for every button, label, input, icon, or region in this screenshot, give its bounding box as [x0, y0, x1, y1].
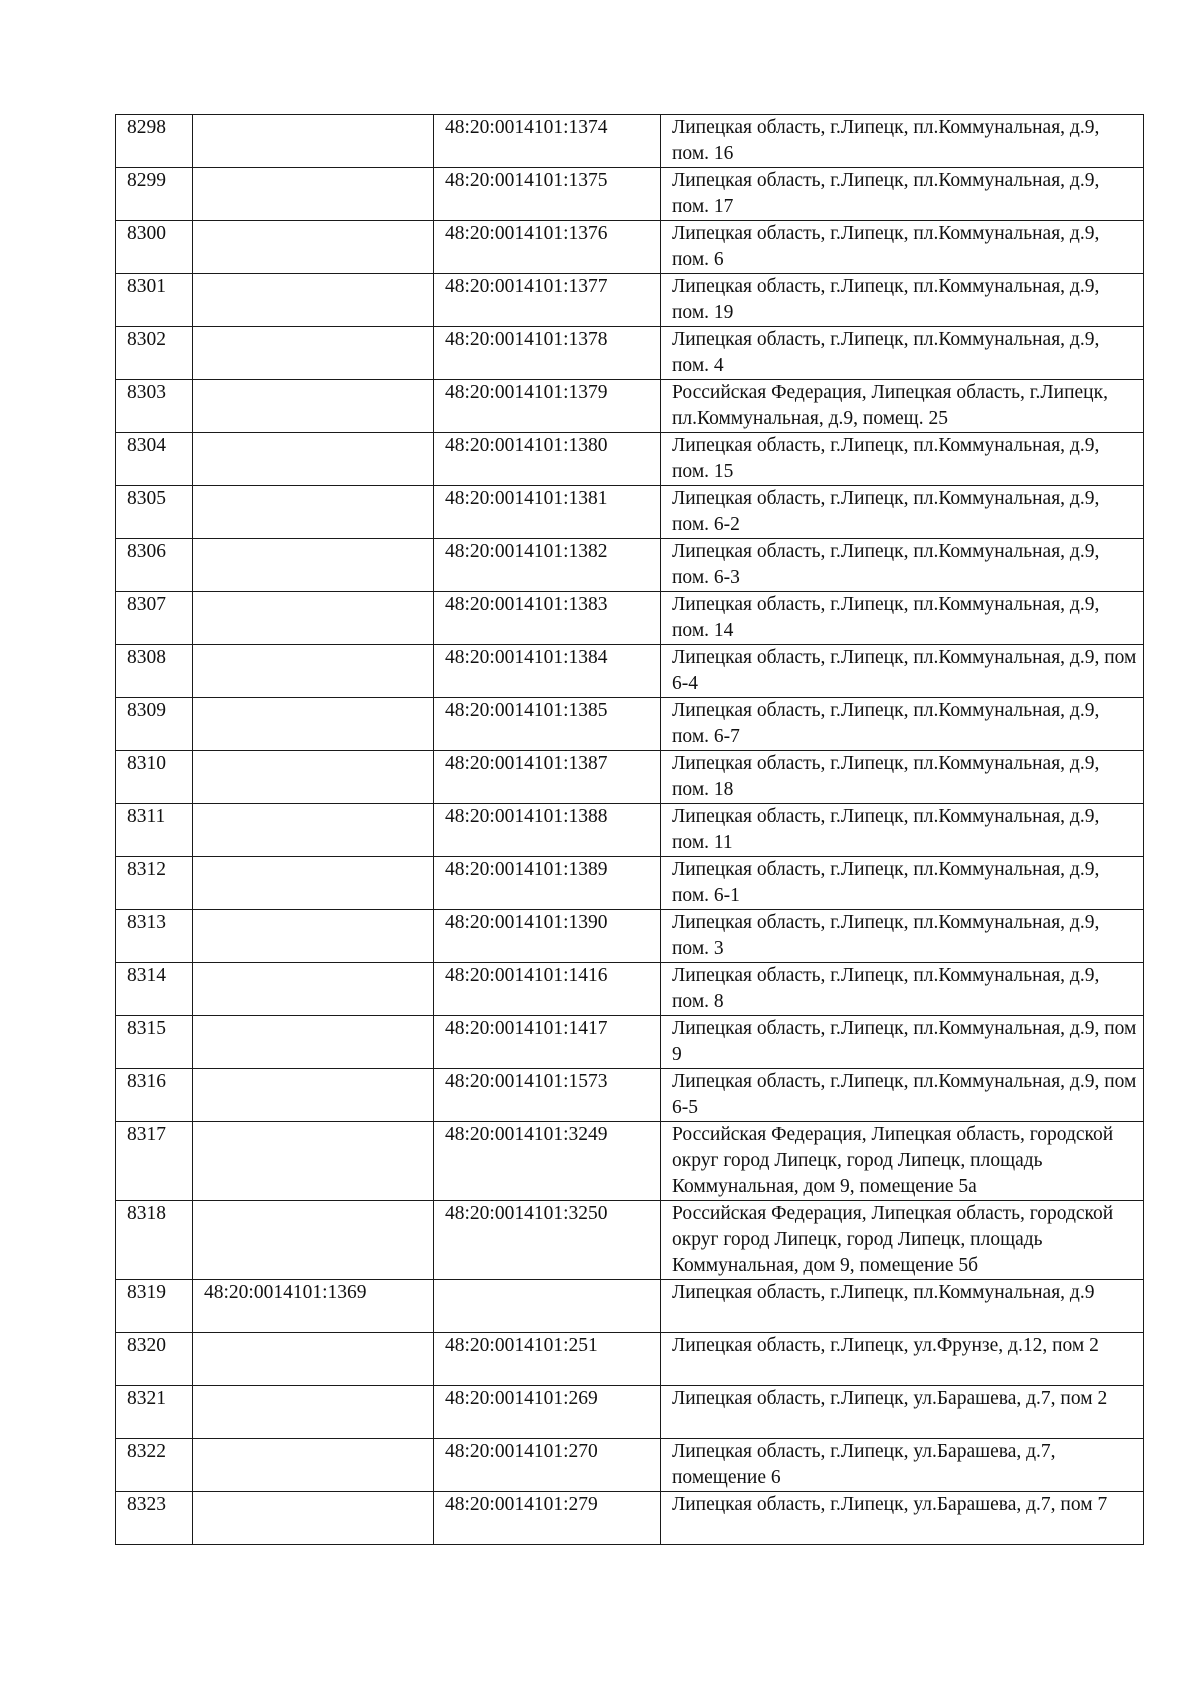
- parent-cadastral-number-cell: [193, 751, 434, 804]
- parent-cadastral-number-cell: [193, 1333, 434, 1386]
- cadastral-number-cell: 48:20:0014101:1375: [434, 168, 661, 221]
- row-number-cell: 8306: [116, 539, 193, 592]
- cadastral-number-cell: 48:20:0014101:270: [434, 1439, 661, 1492]
- row-number-cell: 8309: [116, 698, 193, 751]
- row-number-cell: 8323: [116, 1492, 193, 1545]
- parent-cadastral-number-cell: [193, 910, 434, 963]
- row-number-cell: 8310: [116, 751, 193, 804]
- parent-cadastral-number-cell: [193, 274, 434, 327]
- table-row: [116, 645, 1144, 698]
- table-row: [116, 963, 1144, 1016]
- parent-cadastral-number-cell: [193, 486, 434, 539]
- address-cell: Липецкая область, г.Липецк, ул.Фрунзе, д.12, пом 2: [661, 1333, 1144, 1386]
- cadastral-number-cell: 48:20:0014101:1379: [434, 380, 661, 433]
- address-cell: Липецкая область, г.Липецк, пл.Коммунальная, д.9, пом. 4: [661, 327, 1144, 380]
- table-row: [116, 592, 1144, 645]
- table-row: [116, 1439, 1144, 1492]
- parent-cadastral-number-cell: [193, 592, 434, 645]
- row-number-cell: 8317: [116, 1122, 193, 1201]
- address-cell: Липецкая область, г.Липецк, пл.Коммунальная, д.9, пом. 19: [661, 274, 1144, 327]
- row-number-cell: 8301: [116, 274, 193, 327]
- parent-cadastral-number-cell: [193, 1492, 434, 1545]
- registry-table-body: [116, 115, 1144, 1545]
- address-cell: Российская Федерация, Липецкая область, городской округ город Липецк, город Липецк, площадь Коммунальная, дом 9, помещение 5б: [661, 1201, 1144, 1280]
- table-row: [116, 380, 1144, 433]
- table-row: [116, 1122, 1144, 1201]
- address-cell: Липецкая область, г.Липецк, пл.Коммунальная, д.9, пом 9: [661, 1016, 1144, 1069]
- row-number-cell: 8313: [116, 910, 193, 963]
- parent-cadastral-number-cell: [193, 115, 434, 168]
- cadastral-number-cell: 48:20:0014101:269: [434, 1386, 661, 1439]
- address-cell: Липецкая область, г.Липецк, ул.Барашева, д.7, пом 2: [661, 1386, 1144, 1439]
- address-cell: Липецкая область, г.Липецк, ул.Барашева, д.7, пом 7: [661, 1492, 1144, 1545]
- address-cell: Липецкая область, г.Липецк, пл.Коммунальная, д.9, пом. 18: [661, 751, 1144, 804]
- parent-cadastral-number-cell: [193, 380, 434, 433]
- table-row: [116, 1280, 1144, 1333]
- row-number-cell: 8312: [116, 857, 193, 910]
- address-cell: Липецкая область, г.Липецк, пл.Коммунальная, д.9, пом. 6: [661, 221, 1144, 274]
- cadastral-number-cell: 48:20:0014101:251: [434, 1333, 661, 1386]
- parent-cadastral-number-cell: [193, 1386, 434, 1439]
- address-cell: Липецкая область, г.Липецк, пл.Коммунальная, д.9, пом. 6-3: [661, 539, 1144, 592]
- table-row: [116, 433, 1144, 486]
- table-row: [116, 1201, 1144, 1280]
- row-number-cell: 8318: [116, 1201, 193, 1280]
- cadastral-number-cell: [434, 1280, 661, 1333]
- cadastral-number-cell: 48:20:0014101:1390: [434, 910, 661, 963]
- parent-cadastral-number-cell: [193, 539, 434, 592]
- table-row: [116, 857, 1144, 910]
- parent-cadastral-number-cell: [193, 1016, 434, 1069]
- parent-cadastral-number-cell: [193, 221, 434, 274]
- parent-cadastral-number-cell: [193, 963, 434, 1016]
- parent-cadastral-number-cell: [193, 1201, 434, 1280]
- parent-cadastral-number-cell: [193, 804, 434, 857]
- table-row: [116, 115, 1144, 168]
- table-row: [116, 486, 1144, 539]
- cadastral-number-cell: 48:20:0014101:1417: [434, 1016, 661, 1069]
- table-row: [116, 168, 1144, 221]
- address-cell: Липецкая область, г.Липецк, пл.Коммунальная, д.9: [661, 1280, 1144, 1333]
- row-number-cell: 8314: [116, 963, 193, 1016]
- parent-cadastral-number-cell: [193, 1439, 434, 1492]
- address-cell: Российская Федерация, Липецкая область, городской округ город Липецк, город Липецк, площадь Коммунальная, дом 9, помещение 5а: [661, 1122, 1144, 1201]
- cadastral-number-cell: 48:20:0014101:1385: [434, 698, 661, 751]
- row-number-cell: 8322: [116, 1439, 193, 1492]
- address-cell: Липецкая область, г.Липецк, пл.Коммунальная, д.9, пом. 6-1: [661, 857, 1144, 910]
- cadastral-number-cell: 48:20:0014101:1384: [434, 645, 661, 698]
- cadastral-number-cell: 48:20:0014101:1381: [434, 486, 661, 539]
- row-number-cell: 8311: [116, 804, 193, 857]
- cadastral-number-cell: 48:20:0014101:3249: [434, 1122, 661, 1201]
- table-row: [116, 804, 1144, 857]
- table-row: [116, 327, 1144, 380]
- property-registry-table: [115, 114, 1144, 1545]
- address-cell: Липецкая область, г.Липецк, пл.Коммунальная, д.9, пом. 15: [661, 433, 1144, 486]
- row-number-cell: 8316: [116, 1069, 193, 1122]
- row-number-cell: 8320: [116, 1333, 193, 1386]
- address-cell: Липецкая область, г.Липецк, пл.Коммунальная, д.9, пом. 8: [661, 963, 1144, 1016]
- row-number-cell: 8315: [116, 1016, 193, 1069]
- cadastral-number-cell: 48:20:0014101:1376: [434, 221, 661, 274]
- row-number-cell: 8305: [116, 486, 193, 539]
- table-row: [116, 751, 1144, 804]
- table-row: [116, 1492, 1144, 1545]
- parent-cadastral-number-cell: [193, 857, 434, 910]
- row-number-cell: 8302: [116, 327, 193, 380]
- cadastral-number-cell: 48:20:0014101:3250: [434, 1201, 661, 1280]
- row-number-cell: 8321: [116, 1386, 193, 1439]
- address-cell: Липецкая область, г.Липецк, пл.Коммунальная, д.9, пом 6-4: [661, 645, 1144, 698]
- parent-cadastral-number-cell: [193, 168, 434, 221]
- row-number-cell: 8308: [116, 645, 193, 698]
- row-number-cell: 8299: [116, 168, 193, 221]
- parent-cadastral-number-cell: [193, 433, 434, 486]
- cadastral-number-cell: 48:20:0014101:1380: [434, 433, 661, 486]
- row-number-cell: 8303: [116, 380, 193, 433]
- cadastral-number-cell: 48:20:0014101:1387: [434, 751, 661, 804]
- table-row: [116, 1016, 1144, 1069]
- cadastral-number-cell: 48:20:0014101:1377: [434, 274, 661, 327]
- address-cell: Липецкая область, г.Липецк, пл.Коммунальная, д.9, пом. 6-7: [661, 698, 1144, 751]
- table-row: [116, 221, 1144, 274]
- cadastral-number-cell: 48:20:0014101:1383: [434, 592, 661, 645]
- cadastral-number-cell: 48:20:0014101:1378: [434, 327, 661, 380]
- row-number-cell: 8307: [116, 592, 193, 645]
- row-number-cell: 8298: [116, 115, 193, 168]
- cadastral-number-cell: 48:20:0014101:279: [434, 1492, 661, 1545]
- cadastral-number-cell: 48:20:0014101:1573: [434, 1069, 661, 1122]
- cadastral-number-cell: 48:20:0014101:1382: [434, 539, 661, 592]
- parent-cadastral-number-cell: [193, 1069, 434, 1122]
- table-row: [116, 910, 1144, 963]
- address-cell: Липецкая область, г.Липецк, пл.Коммунальная, д.9, пом. 6-2: [661, 486, 1144, 539]
- address-cell: Российская Федерация, Липецкая область, г.Липецк, пл.Коммунальная, д.9, помещ. 25: [661, 380, 1144, 433]
- table-row: [116, 1386, 1144, 1439]
- parent-cadastral-number-cell: [193, 1122, 434, 1201]
- table-row: [116, 698, 1144, 751]
- address-cell: Липецкая область, г.Липецк, пл.Коммунальная, д.9, пом. 17: [661, 168, 1144, 221]
- address-cell: Липецкая область, г.Липецк, пл.Коммунальная, д.9, пом 6-5: [661, 1069, 1144, 1122]
- parent-cadastral-number-cell: 48:20:0014101:1369: [193, 1280, 434, 1333]
- cadastral-number-cell: 48:20:0014101:1389: [434, 857, 661, 910]
- parent-cadastral-number-cell: [193, 645, 434, 698]
- cadastral-number-cell: 48:20:0014101:1374: [434, 115, 661, 168]
- address-cell: Липецкая область, г.Липецк, пл.Коммунальная, д.9, пом. 14: [661, 592, 1144, 645]
- table-row: [116, 539, 1144, 592]
- address-cell: Липецкая область, г.Липецк, пл.Коммунальная, д.9, пом. 11: [661, 804, 1144, 857]
- parent-cadastral-number-cell: [193, 698, 434, 751]
- cadastral-number-cell: 48:20:0014101:1416: [434, 963, 661, 1016]
- table-row: [116, 1333, 1144, 1386]
- address-cell: Липецкая область, г.Липецк, пл.Коммунальная, д.9, пом. 3: [661, 910, 1144, 963]
- address-cell: Липецкая область, г.Липецк, пл.Коммунальная, д.9, пом. 16: [661, 115, 1144, 168]
- table-row: [116, 274, 1144, 327]
- table-row: [116, 1069, 1144, 1122]
- address-cell: Липецкая область, г.Липецк, ул.Барашева, д.7, помещение 6: [661, 1439, 1144, 1492]
- row-number-cell: 8300: [116, 221, 193, 274]
- row-number-cell: 8304: [116, 433, 193, 486]
- parent-cadastral-number-cell: [193, 327, 434, 380]
- cadastral-number-cell: 48:20:0014101:1388: [434, 804, 661, 857]
- row-number-cell: 8319: [116, 1280, 193, 1333]
